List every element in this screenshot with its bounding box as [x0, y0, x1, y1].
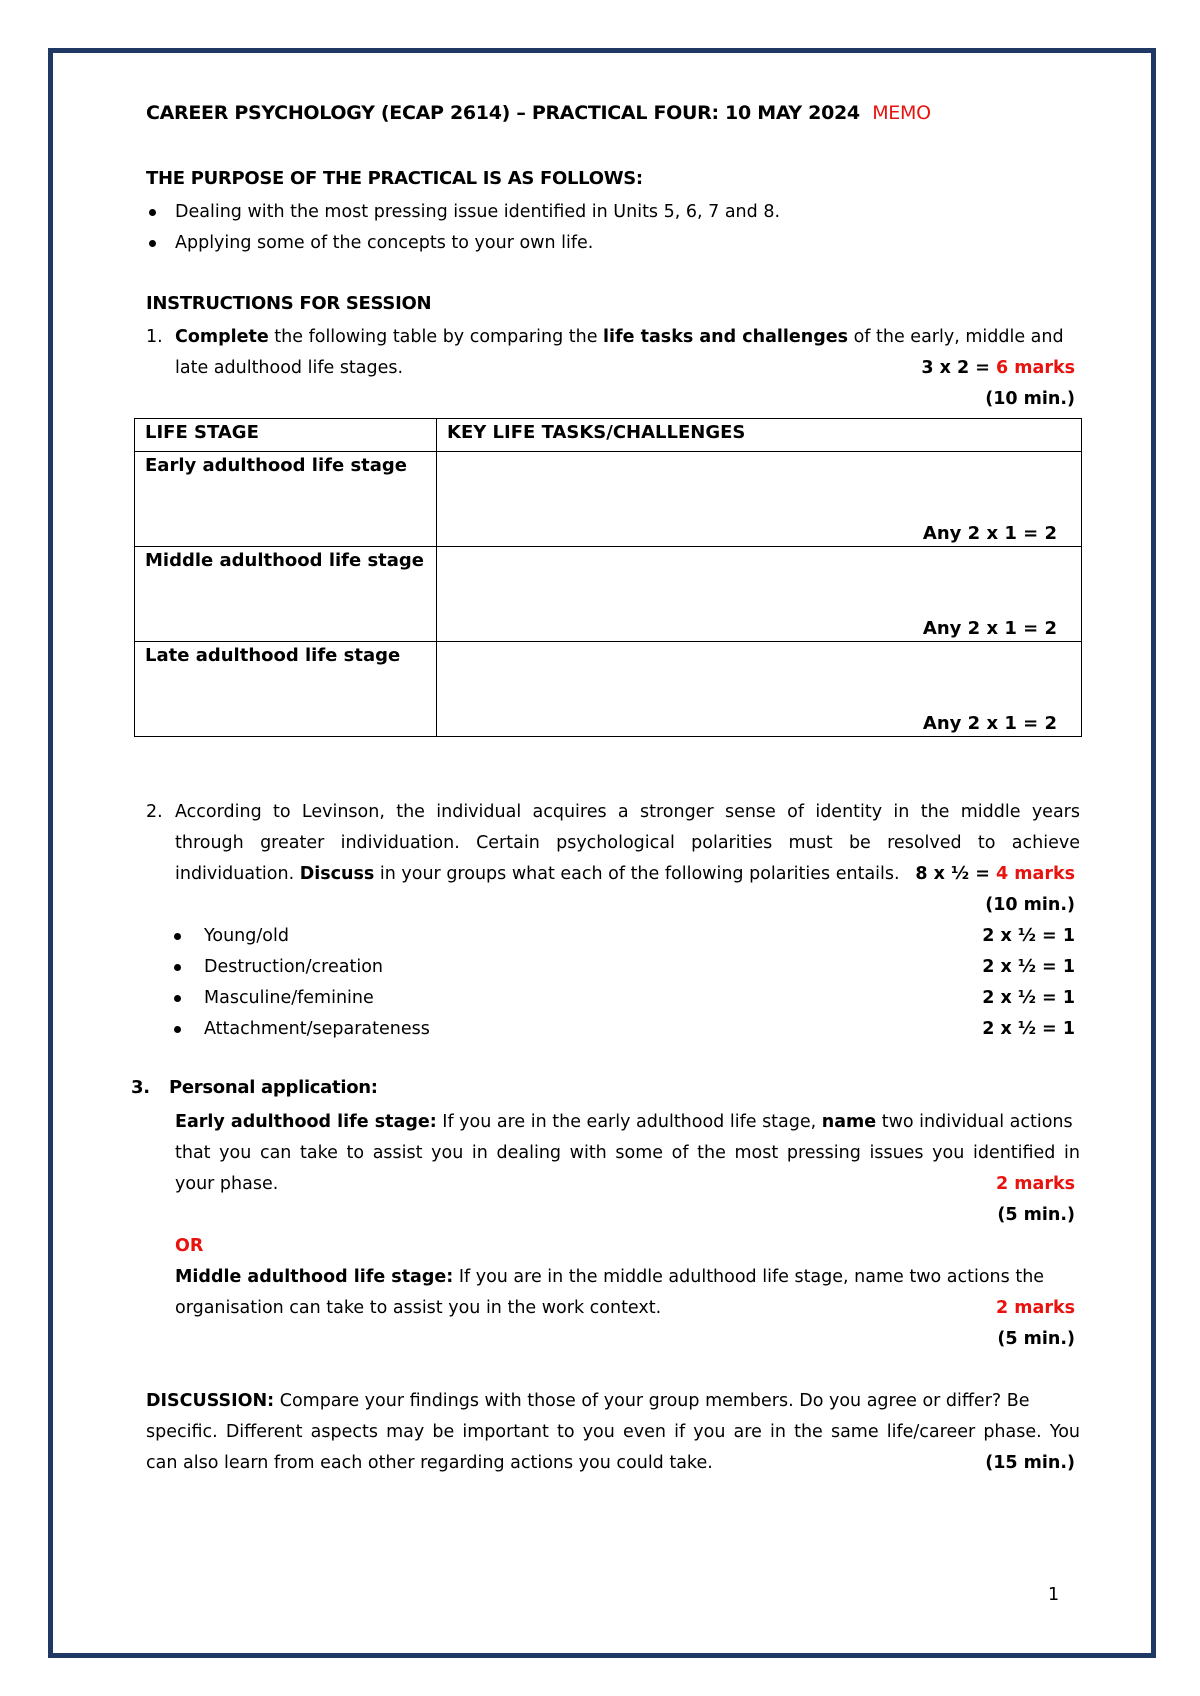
- polarity-mark: 2 x ½ = 1: [982, 988, 1075, 1008]
- q3-middle-label: Middle adulthood life stage:: [175, 1267, 454, 1287]
- polarity-item: Masculine/feminine: [204, 988, 374, 1008]
- q3-number: 3.: [131, 1077, 150, 1098]
- q2-bold-discuss: Discuss: [299, 864, 375, 884]
- q2-line1: According to Levinson, the individual acquires a stronger sense of identity in the middle years: [175, 802, 1080, 822]
- bullet-icon: [174, 1026, 181, 1033]
- tasks-cell: [437, 452, 1082, 547]
- bullet-icon: [149, 209, 156, 216]
- bullet-icon: [174, 964, 181, 971]
- purpose-heading: THE PURPOSE OF THE PRACTICAL IS AS FOLLOWS:: [146, 168, 643, 189]
- q3-early-line3: your phase.: [175, 1174, 279, 1194]
- q1-marks-prefix: 3 x 2 =: [921, 358, 996, 378]
- purpose-item: Dealing with the most pressing issue identified in Units 5, 6, 7 and 8.: [175, 202, 781, 222]
- polarity-mark: 2 x ½ = 1: [982, 957, 1075, 977]
- q2-line2: through greater individuation. Certain psychological polarities must be resolved to achieve: [175, 833, 1080, 853]
- bullet-icon: [174, 933, 181, 940]
- discussion-time: (15 min.): [985, 1453, 1075, 1473]
- discussion-label: DISCUSSION:: [146, 1391, 275, 1411]
- tasks-cell: [437, 642, 1082, 737]
- q3-text: If you are in the early adulthood life stage,: [436, 1112, 822, 1132]
- q1-text: the following table by comparing the: [268, 327, 604, 347]
- discussion-line2: specific. Different aspects may be important to you even if you are in the same life/career phase. You: [146, 1422, 1080, 1442]
- q3-middle-line2: organisation can take to assist you in the work context.: [175, 1298, 662, 1318]
- mark-text: Any 2 x 1 = 2: [922, 618, 1057, 639]
- discussion-text: Compare your findings with those of your group members. Do you agree or differ? Be: [274, 1391, 1030, 1411]
- discussion-line1: [146, 1386, 1080, 1417]
- stage-cell: Late adulthood life stage: [135, 642, 437, 737]
- q1-line2: late adulthood life stages.: [175, 358, 404, 378]
- q1-text: of the early, middle and: [848, 327, 1064, 347]
- table-header: KEY LIFE TASKS/CHALLENGES: [437, 419, 1082, 452]
- memo-label: MEMO: [872, 102, 931, 124]
- table-header: LIFE STAGE: [135, 419, 437, 452]
- q3-middle-line1: [175, 1262, 1080, 1293]
- purpose-item: Applying some of the concepts to your own life.: [175, 233, 594, 253]
- page-title: [146, 102, 931, 124]
- q1-bold-complete: Complete: [175, 327, 269, 347]
- q3-early-line1: [175, 1107, 1080, 1138]
- q3-bold-name: name: [821, 1112, 877, 1132]
- life-stage-table: [134, 418, 1082, 737]
- table-row: [135, 452, 1082, 547]
- q2-marks: [915, 859, 1075, 890]
- table-row: [135, 642, 1082, 737]
- q2-line3: [175, 859, 900, 890]
- table-header-row: [135, 419, 1082, 452]
- polarity-item: Attachment/separateness: [204, 1019, 430, 1039]
- q2-number: 2.: [146, 802, 163, 822]
- stage-cell: Middle adulthood life stage: [135, 547, 437, 642]
- polarity-item: Young/old: [204, 926, 289, 946]
- q3-early-time: (5 min.): [997, 1205, 1075, 1225]
- polarity-item: Destruction/creation: [204, 957, 383, 977]
- q1-time: (10 min.): [985, 389, 1075, 409]
- q2-text: individuation.: [175, 864, 300, 884]
- q3-early-line2: that you can take to assist you in dealing with some of the most pressing issues you identified in: [175, 1143, 1080, 1163]
- discussion-line3: can also learn from each other regarding actions you could take.: [146, 1453, 713, 1473]
- q3-early-marks: 2 marks: [996, 1174, 1075, 1194]
- q3-early-label: Early adulthood life stage:: [175, 1112, 437, 1132]
- q2-text: in your groups what each of the following polarities entails.: [374, 864, 900, 884]
- mark-text: Any 2 x 1 = 2: [922, 713, 1057, 734]
- instructions-heading: INSTRUCTIONS FOR SESSION: [146, 293, 432, 314]
- q1-number: 1.: [146, 327, 163, 347]
- mark-text: Any 2 x 1 = 2: [922, 523, 1057, 544]
- q1-marks-value: 6 marks: [996, 358, 1075, 378]
- tasks-cell: [437, 547, 1082, 642]
- q3-middle-time: (5 min.): [997, 1329, 1075, 1349]
- q3-heading: Personal application:: [169, 1077, 378, 1098]
- title-text: CAREER PSYCHOLOGY (ECAP 2614) – PRACTICAL FOUR: 10 MAY 2024: [146, 102, 860, 124]
- q2-marks-prefix: 8 x ½ =: [915, 864, 996, 884]
- q2-time: (10 min.): [985, 895, 1075, 915]
- q2-marks-value: 4 marks: [996, 864, 1075, 884]
- bullet-icon: [174, 995, 181, 1002]
- q1-bold-tasks: life tasks and challenges: [603, 327, 849, 347]
- page-number: 1: [1048, 1585, 1060, 1605]
- q3-or: OR: [175, 1236, 204, 1256]
- table-row: [135, 547, 1082, 642]
- polarity-mark: 2 x ½ = 1: [982, 926, 1075, 946]
- bullet-icon: [149, 240, 156, 247]
- stage-cell: Early adulthood life stage: [135, 452, 437, 547]
- q3-text: If you are in the middle adulthood life stage, name two actions the: [453, 1267, 1045, 1287]
- polarity-mark: 2 x ½ = 1: [982, 1019, 1075, 1039]
- q3-middle-marks: 2 marks: [996, 1298, 1075, 1318]
- q1-marks: [921, 353, 1075, 384]
- q1-line1: [175, 322, 1080, 353]
- q3-text: two individual actions: [876, 1112, 1073, 1132]
